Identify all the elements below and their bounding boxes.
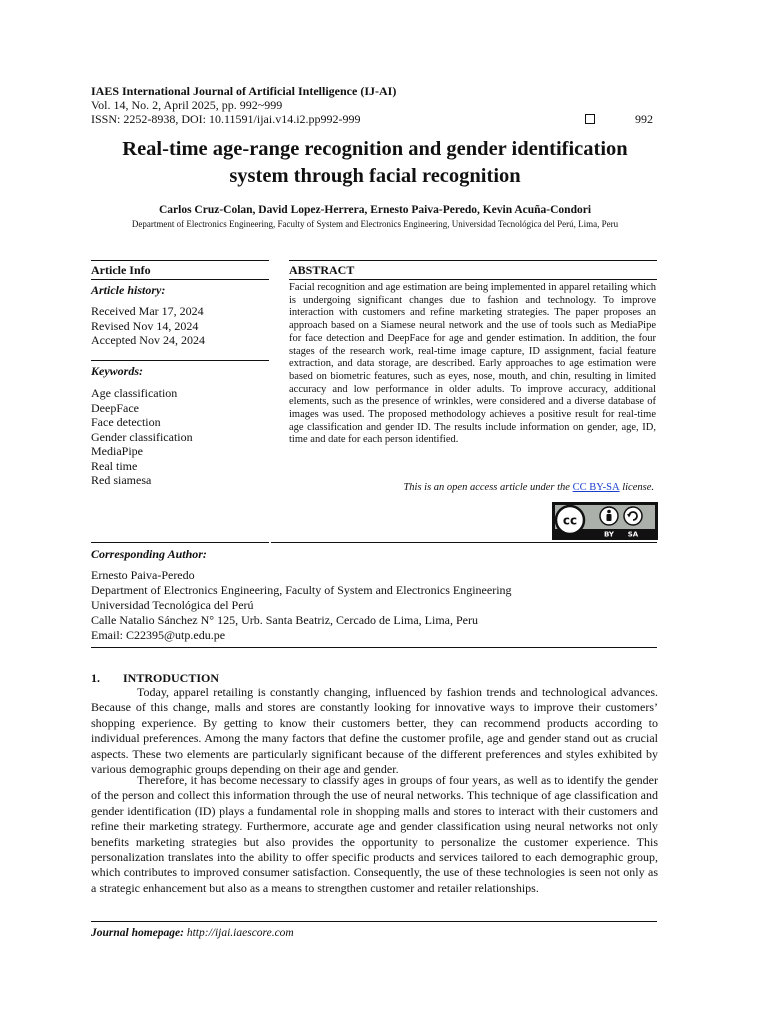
cc-by-sa-link[interactable]: CC BY-SA bbox=[572, 482, 620, 493]
square-icon bbox=[585, 114, 595, 124]
abstract-text: Facial recognition and age estimation are being implemented in apparel retailing which is undergoing significant changes due to fashion and technology. To improve interaction with customers and refine marketing strategies. The paper proposes an approach based on a Siamese neural network and the use of tools such as MediaPipe for face detection and DeepFace for age and gender estimation. In addition, the four stages of the research work, real-time image capture, ID assignment, facial feature extraction, and data storage, are described. Early approaches to age estimation were based on biometric features, such as eyes, nose, mouth, and chin, resulting in limited accuracy and low performance in older adults. To improve accuracy, additional elements, such as the presence of wrinkles, were considered and a diverse database of images was used. The proposed methodology achieves a positive result for real-time age classification and gender ID. The results include information on gender, age, ID, time and date for each person identified. bbox=[289, 282, 656, 446]
cc-by-sa-badge-graphic bbox=[553, 503, 657, 539]
history-accepted: Accepted Nov 24, 2024 bbox=[91, 333, 205, 347]
divider bbox=[91, 279, 269, 280]
author-department: Department of Electronics Engineering, Faculty of System and Electronics Engineering bbox=[91, 583, 512, 597]
license-suffix: license. bbox=[619, 482, 654, 493]
keyword-item: MediaPipe bbox=[91, 444, 143, 458]
author-address: Calle Natalio Sánchez N° 125, Urb. Santa Beatriz, Cercado de Lima, Lima, Peru bbox=[91, 613, 479, 627]
badge-by-label: BY bbox=[603, 530, 615, 539]
homepage-url[interactable]: http://ijai.iaescore.com bbox=[186, 927, 294, 939]
sa-share-icon bbox=[624, 507, 642, 525]
keyword-item: Real time bbox=[91, 458, 138, 473]
corresponding-author-heading: Corresponding Author: bbox=[91, 547, 207, 561]
divider bbox=[91, 921, 657, 922]
keyword-item: Face detection bbox=[91, 415, 161, 429]
author-email: Email: C22395@utp.edu.pe bbox=[91, 628, 226, 642]
issn-doi: ISSN: 2252-8938, DOI: 10.11591/ijai.v14.i2.pp992-999 bbox=[91, 112, 361, 126]
corresponding-author-block bbox=[91, 568, 512, 643]
article-history-list bbox=[91, 304, 205, 348]
keywords-list bbox=[91, 386, 193, 488]
journal-homepage bbox=[91, 927, 294, 939]
homepage-label: Journal homepage: bbox=[91, 927, 184, 939]
keyword-item: DeepFace bbox=[91, 400, 139, 415]
header-issn-row bbox=[91, 112, 653, 126]
author-name: Ernesto Paiva-Peredo bbox=[91, 568, 195, 582]
divider bbox=[271, 542, 657, 543]
affiliation: Department of Electronics Engineering, Faculty of System and Electronics Engineering, Universidad Tecnológica del Perú, Lima, Peru bbox=[131, 219, 619, 229]
title-line-1: Real-time age-range recognition and gender identification bbox=[122, 138, 628, 160]
keyword-item: Gender classification bbox=[91, 429, 193, 444]
journal-name: IAES International Journal of Artificial Intelligence (IJ-AI) bbox=[91, 84, 397, 98]
page-number: 992 bbox=[635, 112, 653, 126]
keyword-item: Age classification bbox=[91, 386, 178, 400]
article-info-heading: Article Info bbox=[91, 263, 151, 277]
intro-paragraph-1: Today, apparel retailing is constantly changing, influenced by fashion trends and technological advances. Because of this change, malls and stores are constantly looking for innovative ways to improve their customers’ shopping experience. By getting to know their customers better, they can recommend products according to individual preferences. Among the many factors that define the customer profile, age and gender stand out as crucial aspects. These two elements are particularly significant because of the different preferences and styles exhibited by various demographic groups depending on their age and gender. bbox=[91, 685, 658, 777]
journal-volume: Vol. 14, No. 2, April 2025, pp. 992~999 bbox=[91, 98, 283, 112]
divider bbox=[91, 360, 269, 361]
section-heading-introduction bbox=[91, 671, 219, 686]
cc-icon-text: cc bbox=[562, 513, 578, 528]
author-list: Carlos Cruz-Colan, David Lopez-Herrera, Ernesto Paiva-Peredo, Kevin Acuña-Condori bbox=[158, 204, 592, 216]
license-statement bbox=[289, 482, 654, 493]
section-number: 1. bbox=[91, 671, 100, 685]
keyword-item: Red siamesa bbox=[91, 473, 152, 487]
divider bbox=[289, 260, 657, 261]
license-prefix: This is an open access article under the bbox=[403, 482, 573, 493]
divider bbox=[91, 260, 269, 261]
divider bbox=[91, 542, 269, 543]
paper-title bbox=[91, 136, 659, 190]
badge-sa-label: SA bbox=[627, 530, 639, 539]
author-university: Universidad Tecnológica del Perú bbox=[91, 598, 254, 612]
article-history-heading: Article history: bbox=[91, 283, 166, 297]
history-revised: Revised Nov 14, 2024 bbox=[91, 318, 199, 333]
divider bbox=[91, 647, 657, 648]
abstract-heading: ABSTRACT bbox=[289, 263, 355, 277]
intro-paragraph-2: Therefore, it has become necessary to classify ages in groups of four years, as well as to identify the gender of the person and collect this information through the use of neural networks. This technique of age classification and gender identification (ID) plays a fundamental role in shopping malls and stores to interact with their customers and refine their marketing strategy. Furthermore, accurate age and gender classification using neural networks not only benefits marketing strategies but also provides the opportunity to personalize the customer experience. This personalization translates into the ability to offer specific products and services tailored to each demographic group, which contributes to improved consumer satisfaction. Consequently, the use of these technologies is seen not only as a strategic enhancement but also as a means to strengthen customer and retailer relationships. bbox=[91, 773, 658, 895]
cc-by-sa-badge[interactable] bbox=[552, 502, 658, 540]
title-line-2: system through facial recognition bbox=[229, 165, 521, 187]
divider bbox=[289, 279, 657, 280]
history-received: Received Mar 17, 2024 bbox=[91, 304, 204, 318]
section-title: INTRODUCTION bbox=[123, 671, 220, 685]
keywords-heading: Keywords: bbox=[91, 364, 143, 378]
